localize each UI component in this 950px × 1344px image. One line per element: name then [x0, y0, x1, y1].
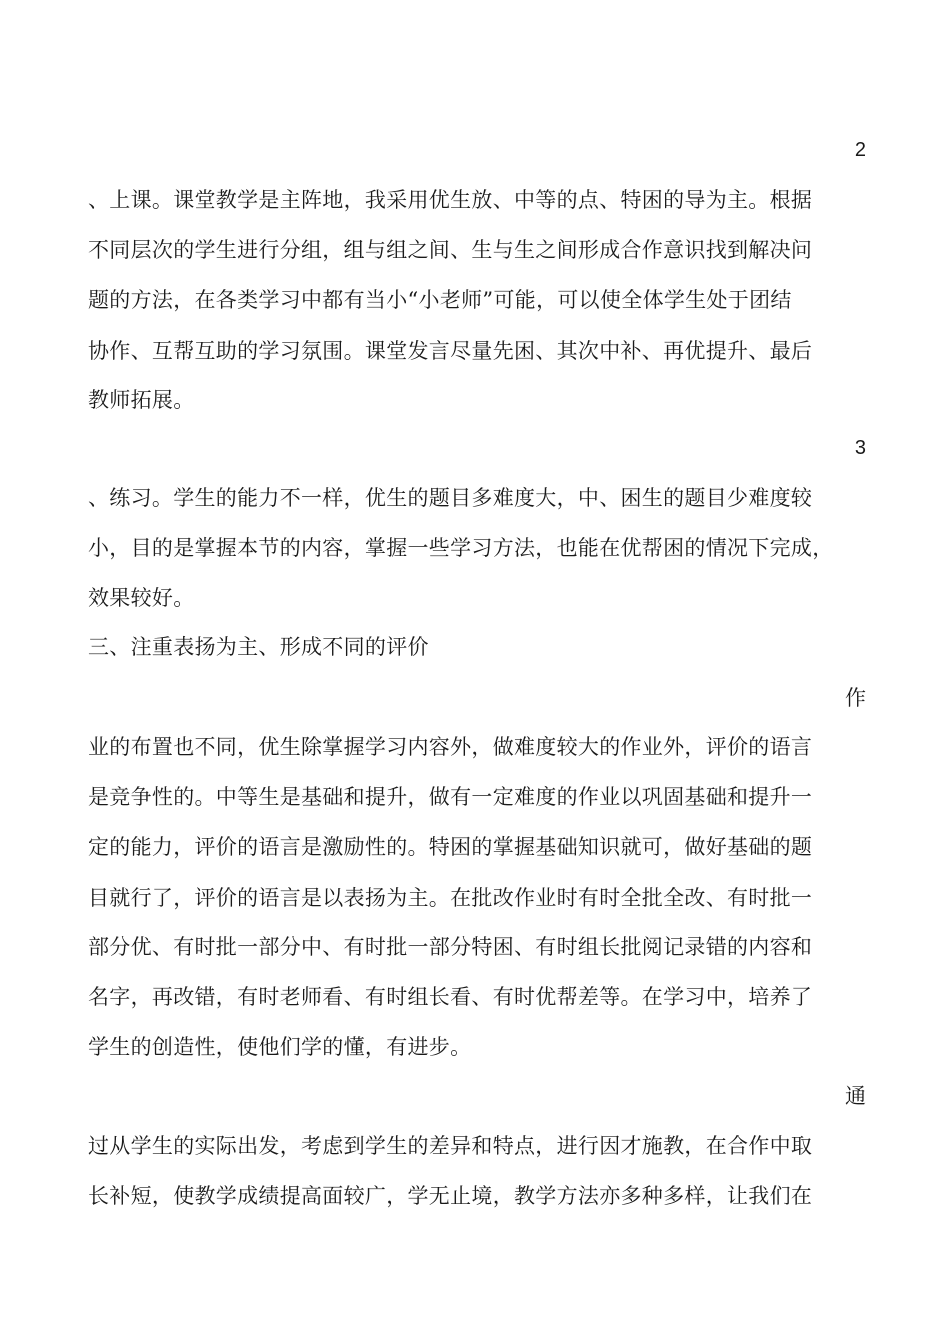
- paragraph-number-2: 2: [854, 139, 866, 161]
- body-line: 不同层次的学生进行分组，组与组之间、生与生之间形成合作意识找到解决问: [88, 238, 813, 262]
- body-line: 、练习。学生的能力不一样，优生的题目多难度大，中、困生的题目少难度较: [88, 486, 813, 510]
- paragraph-lead-char: 作: [845, 686, 866, 710]
- body-line: 效果较好。: [88, 586, 195, 610]
- body-line: 教师拓展。: [88, 388, 195, 412]
- body-line: 、上课。课堂教学是主阵地，我采用优生放、中等的点、特困的导为主。根据: [88, 188, 813, 212]
- body-line: 定的能力，评价的语言是激励性的。特困的掌握基础知识就可，做好基础的题: [88, 835, 813, 859]
- paragraph-lead-char: 通: [845, 1084, 866, 1108]
- section-heading: 三、注重表扬为主、形成不同的评价: [88, 635, 429, 659]
- body-line: 业的布置也不同，优生除掌握学习内容外，做难度较大的作业外，评价的语言: [88, 735, 813, 759]
- body-line: 协作、互帮互助的学习氛围。课堂发言尽量先困、其次中补、再优提升、最后: [88, 339, 813, 363]
- body-line: 学生的创造性，使他们学的懂，有进步。: [88, 1035, 472, 1059]
- body-line: 目就行了，评价的语言是以表扬为主。在批改作业时有时全批全改、有时批一: [88, 886, 813, 910]
- body-line: 小，目的是掌握本节的内容，掌握一些学习方法，也能在优帮困的情况下完成，: [88, 536, 834, 560]
- body-line: 是竞争性的。中等生是基础和提升，做有一定难度的作业以巩固基础和提升一: [88, 785, 813, 809]
- paragraph-number-3: 3: [854, 437, 866, 459]
- body-line: 题的方法，在各类学习中都有当小“小老师”可能，可以使全体学生处于团结: [88, 288, 792, 312]
- body-line: 过从学生的实际出发，考虑到学生的差异和特点，进行因才施教，在合作中取: [88, 1134, 813, 1158]
- body-line: 长补短，使教学成绩提高面较广，学无止境，教学方法亦多种多样，让我们在: [88, 1184, 813, 1208]
- body-line: 部分优、有时批一部分中、有时批一部分特困、有时组长批阅记录错的内容和: [88, 935, 813, 959]
- body-line: 名字，再改错，有时老师看、有时组长看、有时优帮差等。在学习中，培养了: [88, 985, 813, 1009]
